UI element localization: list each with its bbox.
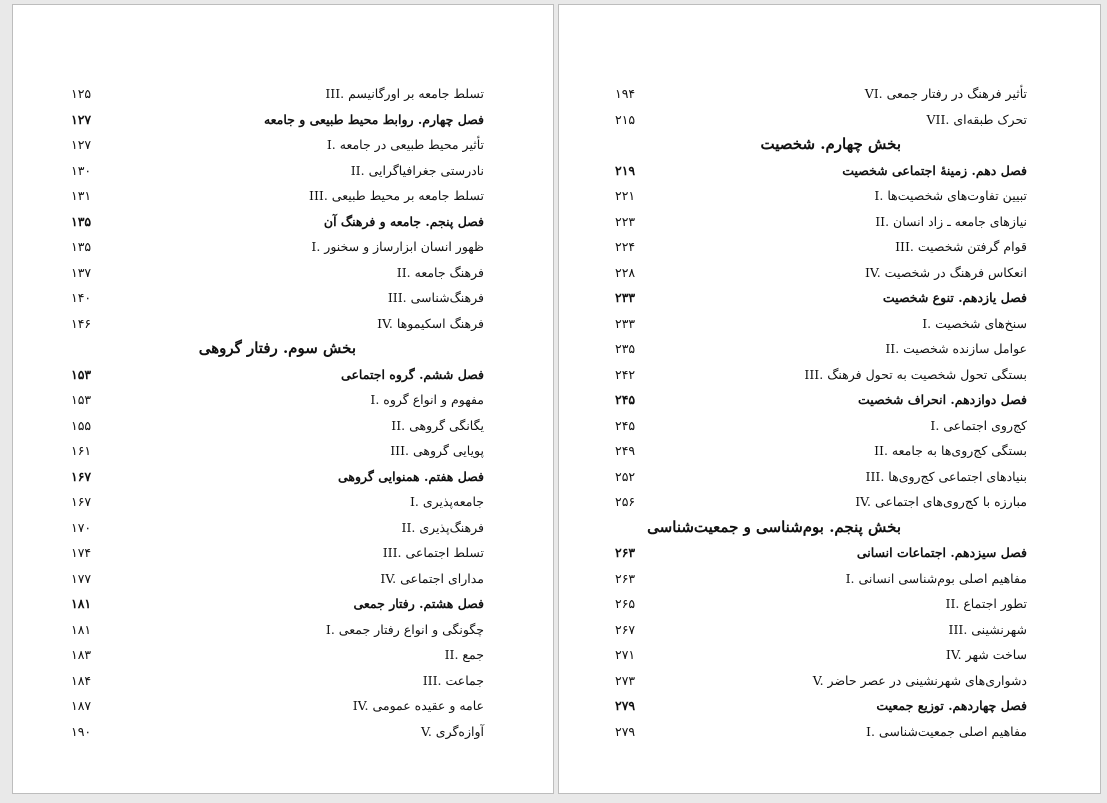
toc-section-row xyxy=(13,489,553,515)
toc-section-title: I. کج‌روی اجتماعی xyxy=(930,417,1027,433)
toc-page-number: ۱۶۱ xyxy=(71,443,92,458)
toc-page-number: ۲۵۶ xyxy=(615,494,636,509)
toc-chapter-title: فصل دهم. زمینهٔ اجتماعی شخصیت xyxy=(842,162,1027,178)
toc-section-title: II. فرهنگ‌پذیری xyxy=(401,519,484,535)
toc-section-row xyxy=(13,515,553,541)
toc-page-number: ۱۶۷ xyxy=(71,468,92,484)
toc-section-row xyxy=(559,209,1100,235)
toc-part-title: بخش سوم. رفتار گروهی xyxy=(198,339,356,357)
toc-section-title: VII. تحرک طبقه‌ای xyxy=(926,111,1027,127)
toc-section-row xyxy=(13,260,553,286)
toc-part-title: بخش چهارم. شخصیت xyxy=(760,135,901,153)
toc-section-row xyxy=(559,81,1100,107)
toc-page-number: ۲۴۹ xyxy=(615,443,636,458)
toc-section-row xyxy=(559,489,1100,515)
toc-page-number: ۱۳۰ xyxy=(71,162,92,178)
toc-section-title: I. تأثیر محیط طبیعی در جامعه xyxy=(326,137,484,152)
toc-page-number: ۱۳۷ xyxy=(71,264,92,280)
toc-section-row xyxy=(13,719,553,745)
toc-page-number: ۱۷۷ xyxy=(71,570,92,586)
toc-page-number: ۲۵۲ xyxy=(615,468,636,484)
toc-chapter-title: فصل هفتم. همنوایی گروهی xyxy=(337,468,484,484)
toc-page-number: ۱۳۵ xyxy=(71,239,92,254)
toc-page-number: ۱۹۴ xyxy=(615,86,636,101)
toc-section-row xyxy=(13,387,553,413)
toc-section-row xyxy=(559,719,1100,745)
toc-section-title: III. تسلط جامعه بر محیط طبیعی xyxy=(309,188,484,203)
toc-section-row xyxy=(559,438,1100,464)
toc-section-title: II. نادرستی جغرافیاگرایی xyxy=(350,162,484,178)
toc-part-row xyxy=(559,132,1100,158)
toc-section-row xyxy=(559,336,1100,362)
toc-page-number: ۲۴۵ xyxy=(615,417,636,433)
toc-section-row xyxy=(13,438,553,464)
toc-chapter-row xyxy=(13,464,553,490)
toc-chapter-title: فصل پنجم. جامعه و فرهنگ آن xyxy=(323,213,484,229)
toc-section-title: I. جامعه‌پذیری xyxy=(409,494,484,509)
toc-page-number: ۱۸۱ xyxy=(71,621,92,637)
toc-page-number: ۱۵۳ xyxy=(71,366,92,382)
toc-section-title: IV. ساخت شهر xyxy=(945,647,1027,662)
toc-page-number: ۲۱۵ xyxy=(615,111,636,127)
toc-chapter-title: فصل یازدهم. تنوع شخصیت xyxy=(882,290,1027,305)
toc-section-row xyxy=(13,668,553,694)
toc-page-number: ۲۶۵ xyxy=(615,596,636,611)
toc-page-number: ۲۶۳ xyxy=(615,570,636,586)
toc-list-left xyxy=(13,81,553,744)
toc-section-title: I. مفاهیم اصلی بوم‌شناسی انسانی xyxy=(845,570,1027,586)
toc-section-row xyxy=(559,260,1100,286)
toc-chapter-row xyxy=(13,362,553,388)
toc-section-row xyxy=(559,107,1100,133)
toc-chapter-title: فصل چهارم. روابط محیط طبیعی و جامعه xyxy=(263,111,484,127)
toc-page-number: ۱۲۷ xyxy=(71,137,92,152)
toc-list-right xyxy=(559,81,1100,744)
toc-page-number: ۱۸۴ xyxy=(71,672,92,688)
toc-page-number: ۲۷۹ xyxy=(615,698,636,713)
toc-page-number: ۱۲۵ xyxy=(71,86,92,101)
toc-page-number: ۲۶۳ xyxy=(615,545,636,560)
toc-page-number: ۲۴۲ xyxy=(615,366,636,382)
toc-section-title: III. بستگی تحول شخصیت به تحول فرهنگ xyxy=(804,366,1027,382)
toc-chapter-title: فصل چهاردهم. توزیع جمعیت xyxy=(876,698,1027,713)
toc-section-title: II. نیازهای جامعه ـ زاد انسان xyxy=(875,213,1027,229)
toc-page-number: ۲۴۵ xyxy=(615,392,636,407)
toc-page-number: ۱۲۷ xyxy=(71,111,92,127)
toc-section-title: IV. فرهنگ اسکیموها xyxy=(377,315,484,331)
toc-chapter-row xyxy=(559,540,1100,566)
toc-section-row xyxy=(559,591,1100,617)
toc-page-number: ۲۳۳ xyxy=(615,315,636,331)
toc-section-title: I. تبیین تفاوت‌های شخصیت‌ها xyxy=(874,188,1027,203)
toc-section-row xyxy=(13,540,553,566)
left-page xyxy=(12,4,554,794)
toc-section-row xyxy=(13,311,553,337)
toc-section-title: III. تسلط اجتماعی xyxy=(382,545,484,560)
toc-section-row xyxy=(559,234,1100,260)
toc-chapter-row xyxy=(13,209,553,235)
toc-chapter-row xyxy=(559,285,1100,311)
toc-chapter-title: فصل دوازدهم. انحراف شخصیت xyxy=(857,392,1027,407)
toc-part-row xyxy=(13,336,553,362)
toc-page-number: ۱۴۶ xyxy=(71,315,92,331)
toc-chapter-title: فصل سیزدهم. اجتماعات انسانی xyxy=(856,545,1027,560)
toc-section-title: IV. مدارای اجتماعی xyxy=(380,570,484,586)
toc-section-title: II. تطور اجتماع xyxy=(945,596,1027,611)
toc-page-number: ۱۹۰ xyxy=(71,723,92,739)
toc-section-row xyxy=(559,362,1100,388)
toc-section-row xyxy=(13,413,553,439)
toc-section-row xyxy=(13,642,553,668)
toc-section-title: VI. تأثیر فرهنگ در رفتار جمعی xyxy=(864,86,1027,101)
toc-page-number: ۱۷۰ xyxy=(71,519,92,535)
toc-page-number: ۲۶۷ xyxy=(615,621,636,637)
toc-section-row xyxy=(559,464,1100,490)
toc-section-row xyxy=(13,132,553,158)
toc-part-row xyxy=(559,515,1100,541)
toc-page-number: ۲۷۱ xyxy=(615,647,636,662)
toc-page-number: ۲۱۹ xyxy=(615,162,636,178)
toc-page-number: ۲۷۹ xyxy=(615,723,636,739)
toc-section-title: III. فرهنگ‌شناسی xyxy=(387,290,484,305)
toc-section-title: II. فرهنگ جامعه xyxy=(396,264,484,280)
toc-page-number: ۱۷۴ xyxy=(71,545,92,560)
toc-page-number: ۲۲۴ xyxy=(615,239,636,254)
toc-chapter-row xyxy=(13,107,553,133)
toc-page-number: ۱۸۷ xyxy=(71,698,92,713)
toc-section-row xyxy=(13,234,553,260)
toc-section-title: I. سنخ‌های شخصیت xyxy=(922,315,1027,331)
toc-section-row xyxy=(13,617,553,643)
toc-chapter-row xyxy=(13,591,553,617)
toc-section-title: II. بستگی کج‌روی‌ها به جامعه xyxy=(874,443,1027,458)
toc-section-title: III. پویایی گروهی xyxy=(390,443,484,458)
toc-section-title: I. مفهوم و انواع گروه xyxy=(370,392,484,407)
toc-page-number: ۲۳۳ xyxy=(615,290,636,305)
toc-section-row xyxy=(13,693,553,719)
toc-page-number: ۲۷۳ xyxy=(615,672,636,688)
toc-chapter-row xyxy=(559,693,1100,719)
toc-chapter-title: فصل ششم. گروه اجتماعی xyxy=(341,366,484,382)
toc-section-row xyxy=(559,566,1100,592)
toc-page-number: ۱۵۵ xyxy=(71,417,92,433)
toc-section-title: I. مفاهیم اصلی جمعیت‌شناسی xyxy=(866,723,1027,739)
right-page xyxy=(558,4,1101,794)
toc-section-row xyxy=(13,81,553,107)
toc-section-row xyxy=(559,413,1100,439)
toc-section-row xyxy=(13,566,553,592)
toc-page-number: ۱۶۷ xyxy=(71,494,92,509)
toc-section-title: II. عوامل سازنده شخصیت xyxy=(885,341,1027,356)
toc-section-title: I. ظهور انسان ابزارساز و سخنور xyxy=(311,239,484,254)
toc-page-number: ۱۸۳ xyxy=(71,647,92,662)
toc-page-number: ۱۵۳ xyxy=(71,392,92,407)
toc-section-row xyxy=(13,183,553,209)
toc-page-number: ۲۲۸ xyxy=(615,264,636,280)
toc-section-row xyxy=(559,311,1100,337)
toc-page-number: ۱۴۰ xyxy=(71,290,92,305)
toc-section-title: IV. عامه و عقیده عمومی xyxy=(352,698,484,713)
toc-page-number: ۲۲۳ xyxy=(615,213,636,229)
toc-section-title: II. یگانگی گروهی xyxy=(391,417,484,433)
toc-page-number: ۲۲۱ xyxy=(615,188,636,203)
toc-section-title: III. تسلط جامعه بر اورگانیسم xyxy=(325,86,484,101)
toc-section-row xyxy=(13,285,553,311)
toc-page-number: ۲۳۵ xyxy=(615,341,636,356)
toc-section-title: V. دشواری‌های شهرنشینی در عصر حاضر xyxy=(812,672,1027,688)
toc-section-title: IV. انعکاس فرهنگ در شخصیت xyxy=(864,264,1027,280)
toc-page-number: ۱۳۱ xyxy=(71,188,92,203)
toc-section-title: III. قوام گرفتن شخصیت xyxy=(895,239,1027,254)
toc-page-number: ۱۳۵ xyxy=(71,213,92,229)
toc-part-title: بخش پنجم. بوم‌شناسی و جمعیت‌شناسی xyxy=(647,517,901,536)
toc-chapter-row xyxy=(559,387,1100,413)
toc-section-row xyxy=(13,158,553,184)
toc-chapter-title: فصل هشتم. رفتار جمعی xyxy=(353,596,484,611)
toc-section-row xyxy=(559,642,1100,668)
toc-section-title: III. جماعت xyxy=(422,672,484,688)
toc-section-row xyxy=(559,183,1100,209)
toc-section-title: V. آوازه‌گری xyxy=(421,723,484,739)
toc-section-row xyxy=(559,668,1100,694)
toc-chapter-row xyxy=(559,158,1100,184)
toc-section-title: III. بنیادهای اجتماعی کج‌روی‌ها xyxy=(865,468,1027,484)
toc-section-title: I. چگونگی و انواع رفتار جمعی xyxy=(325,621,484,637)
toc-section-row xyxy=(559,617,1100,643)
toc-page-number: ۱۸۱ xyxy=(71,596,92,611)
toc-section-title: IV. مبارزه با کج‌روی‌های اجتماعی xyxy=(855,494,1027,509)
toc-section-title: II. جمع xyxy=(444,647,484,662)
toc-section-title: III. شهرنشینی xyxy=(948,621,1027,637)
